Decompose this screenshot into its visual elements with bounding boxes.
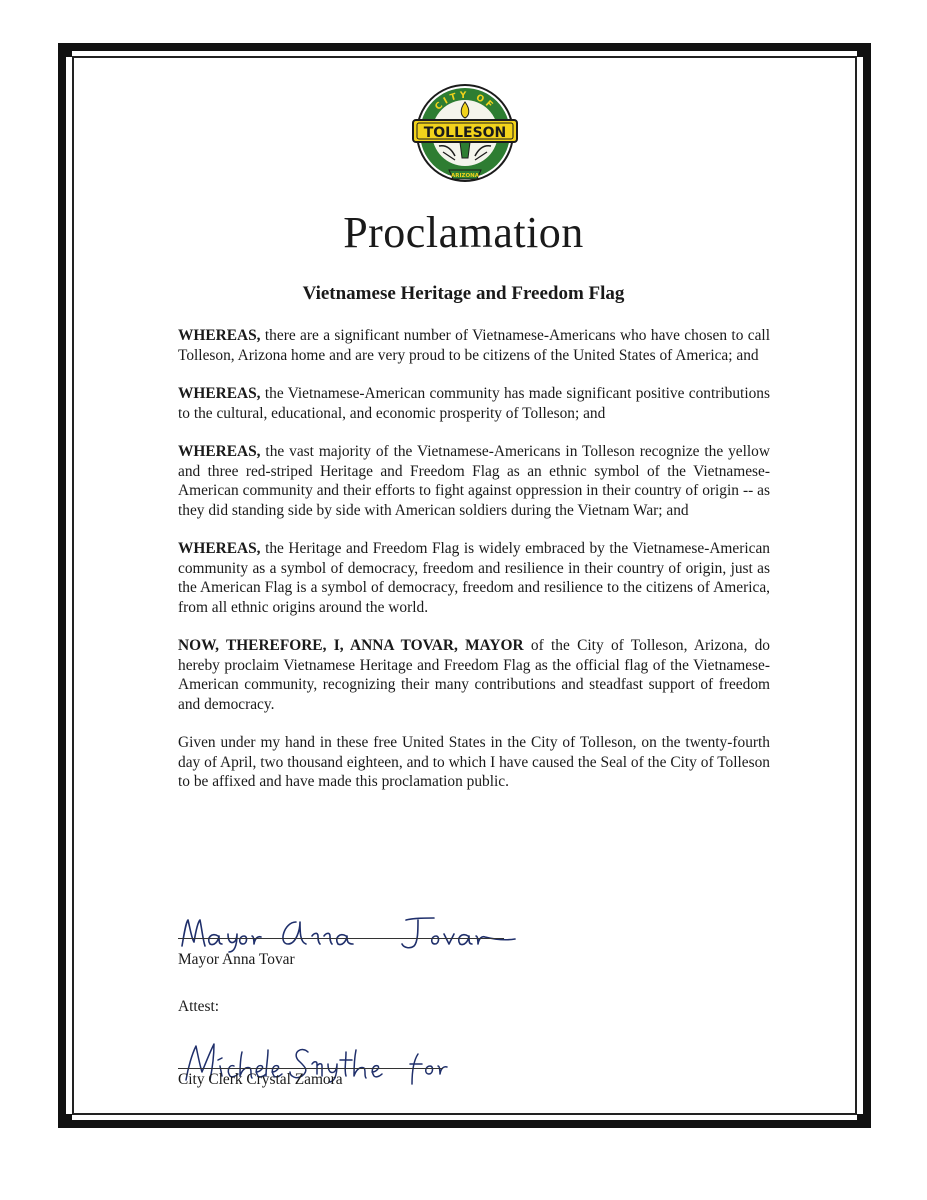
border-corner-bottom-right <box>857 1114 871 1128</box>
page-subtitle: Vietnamese Heritage and Freedom Flag <box>302 283 625 304</box>
given-under-hand-paragraph <box>178 733 770 792</box>
whereas-paragraph-2 <box>178 384 770 423</box>
mayor-signature-line <box>178 938 504 939</box>
page-title: Proclamation <box>343 208 584 257</box>
border-corner-top-left <box>58 43 72 57</box>
mayor-signature-label: Mayor Anna Tovar <box>178 951 295 968</box>
mayor-handwritten-signature <box>178 906 518 954</box>
paragraph-lead: NOW, THEREFORE, I, ANNA TOVAR, MAYOR <box>178 637 524 654</box>
seal-city-name: TOLLESON <box>423 125 507 141</box>
paragraph-lead: WHEREAS, <box>178 443 261 460</box>
border-corner-bottom-left <box>58 1114 72 1128</box>
proclamation-body <box>178 326 770 811</box>
paragraph-text: the vast majority of the Vietnamese-Americans in Tolleson recognize the yellow and three red-striped Heritage and Freedom Flag as an ethnic symbol of the Vietnamese-American community and their efforts to fight against oppression in their country of origin -- as they did standing side by side with American soldiers during the Vietnam War; and <box>178 443 770 519</box>
resolution-paragraph <box>178 636 770 714</box>
city-seal-logo <box>409 82 521 184</box>
clerk-signature-line <box>178 1068 443 1069</box>
paragraph-text: of the City of Tolleson, Arizona, do hereby proclaim Vietnamese Heritage and Freedom Flag as the official flag of the Vietnamese-American community, recognizing their many contributions and steadfast support of freedom and democracy. <box>178 637 771 713</box>
whereas-paragraph-3 <box>178 442 770 520</box>
seal-state-name: ARIZONA <box>450 173 480 179</box>
clerk-signature-label: City Clerk Crystal Zamora <box>178 1071 343 1088</box>
paragraph-text: the Vietnamese-American community has made significant positive contributions to the cultural, educational, and economic prosperity of Tolleson; and <box>178 385 770 422</box>
paragraph-text: Given under my hand in these free United States in the City of Tolleson, on the twenty-fourth day of April, two thousand eighteen, and to which I have caused the Seal of the City of Tolleson to be affixed and have made this proclamation public. <box>178 734 770 790</box>
paragraph-text: the Heritage and Freedom Flag is widely embraced by the Vietnamese-American community as a symbol of democracy, freedom and resilience in their country of origin, just as the American Flag is a symbol of democracy, freedom and resilience to the citizens of America, from all ethnic origins around the world. <box>178 540 770 616</box>
paragraph-lead: WHEREAS, <box>178 385 261 402</box>
whereas-paragraph-4 <box>178 539 770 617</box>
paragraph-text: there are a significant number of Vietnamese-Americans who have chosen to call Tolleson, Arizona home and are very proud to be citizens of the United States of America; and <box>178 327 770 364</box>
attest-label: Attest: <box>178 998 220 1015</box>
whereas-paragraph-1 <box>178 326 770 365</box>
paragraph-lead: WHEREAS, <box>178 540 261 557</box>
svg-text:CITY OF: CITY OF <box>433 90 497 113</box>
paragraph-lead: WHEREAS, <box>178 327 261 344</box>
border-corner-top-right <box>857 43 871 57</box>
